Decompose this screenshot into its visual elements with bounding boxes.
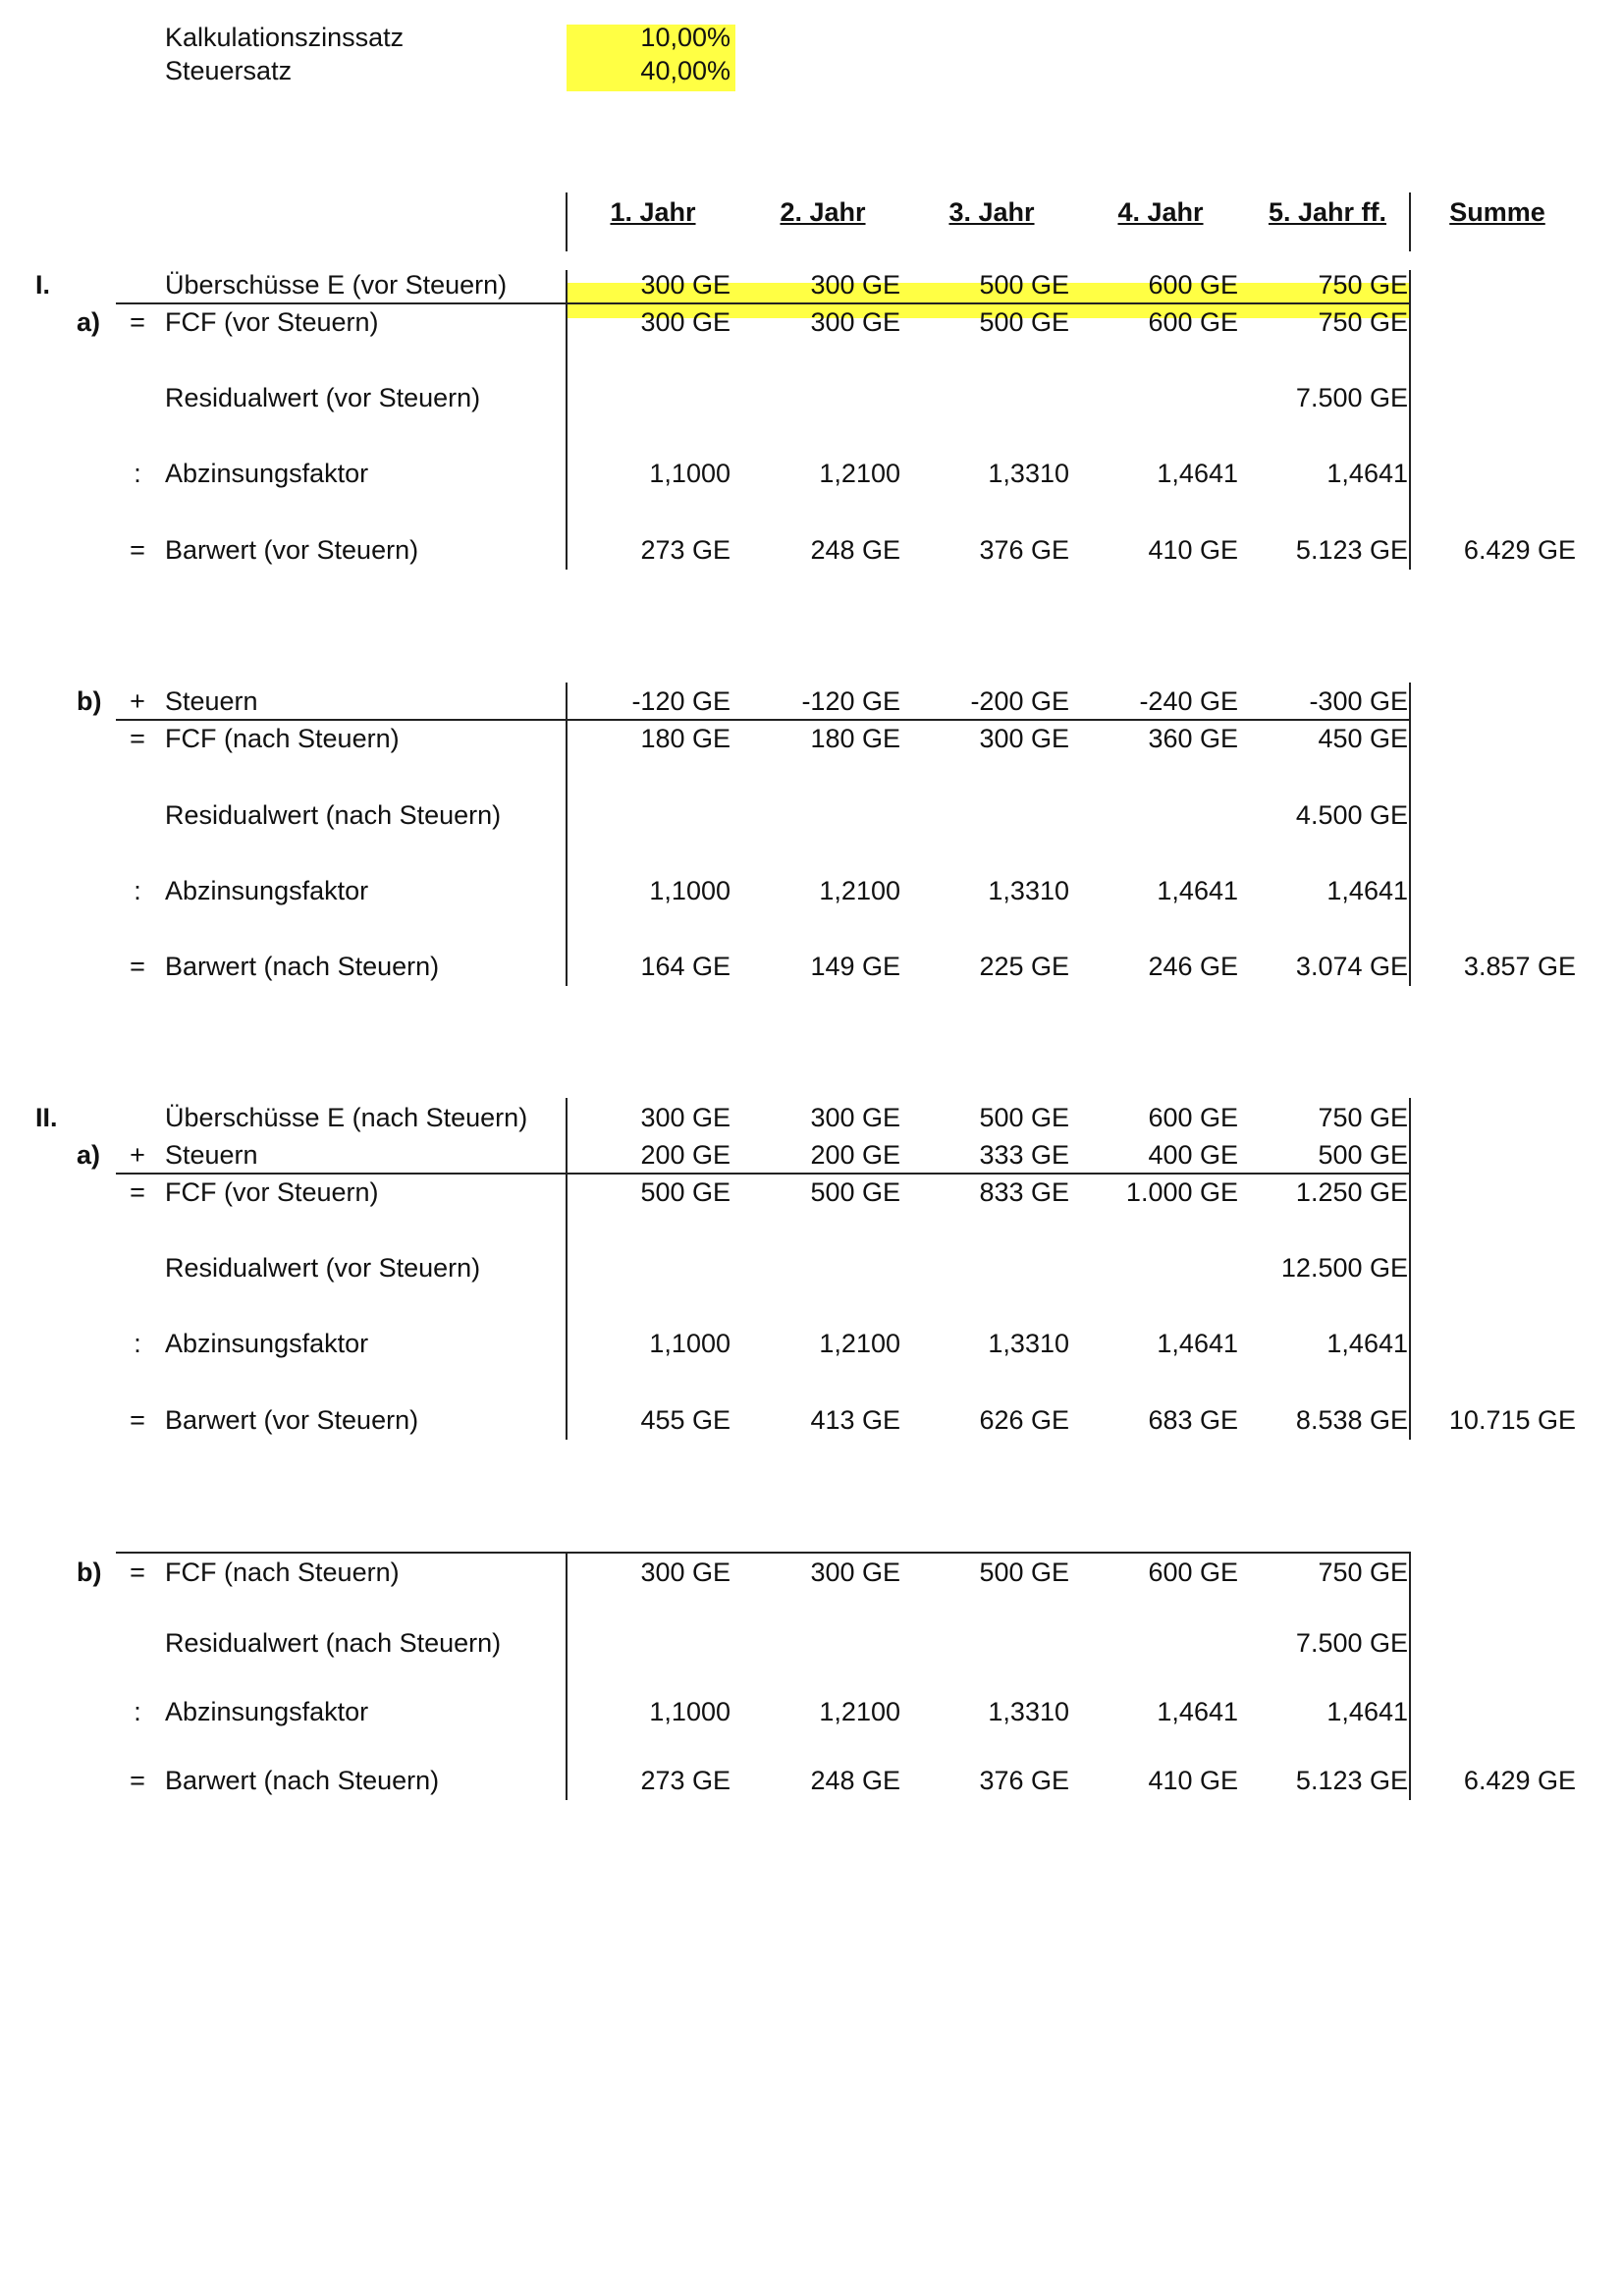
row-operator: + xyxy=(130,686,145,716)
row-operator: : xyxy=(134,1329,141,1358)
row-operator: = xyxy=(130,307,145,337)
row-label: Residualwert (nach Steuern) xyxy=(165,800,502,830)
row-operator: = xyxy=(130,952,145,981)
row-value: 5.123 GE xyxy=(1295,1766,1408,1795)
row-separator xyxy=(116,302,1411,304)
row-value: -300 GE xyxy=(1309,686,1408,716)
section-rule-left xyxy=(566,1098,568,1440)
row-value: 410 GE xyxy=(1148,1766,1238,1795)
row-operator: : xyxy=(134,459,141,488)
row-value: 300 GE xyxy=(810,1103,900,1132)
row-label: FCF (nach Steuern) xyxy=(165,724,400,753)
param-value: 10,00% xyxy=(640,23,730,52)
row-value: 376 GE xyxy=(979,535,1069,565)
row-value: -120 GE xyxy=(801,686,900,716)
row-value: 273 GE xyxy=(640,1766,730,1795)
row-subsection: b) xyxy=(77,1558,102,1587)
row-value: 200 GE xyxy=(810,1140,900,1170)
row-value: 300 GE xyxy=(810,1558,900,1587)
row-value: 376 GE xyxy=(979,1766,1069,1795)
row-value: 5.123 GE xyxy=(1295,535,1408,565)
row-value: -200 GE xyxy=(970,686,1069,716)
row-separator xyxy=(116,719,1411,721)
row-value: 180 GE xyxy=(640,724,730,753)
row-value: 300 GE xyxy=(810,307,900,337)
row-label: Residualwert (nach Steuern) xyxy=(165,1628,502,1658)
param-value: 40,00% xyxy=(640,56,730,85)
year-header: 3. Jahr xyxy=(948,197,1035,227)
row-value: 500 GE xyxy=(640,1177,730,1207)
row-label: Barwert (vor Steuern) xyxy=(165,535,419,565)
row-separator xyxy=(116,1173,1411,1175)
year-header: 2. Jahr xyxy=(780,197,866,227)
header-rule-right xyxy=(1409,192,1411,251)
row-value: 500 GE xyxy=(1318,1140,1408,1170)
section-rule-right xyxy=(1409,1552,1411,1800)
row-value: 500 GE xyxy=(979,270,1069,300)
section-rule-left xyxy=(566,683,568,986)
row-value: 833 GE xyxy=(979,1177,1069,1207)
row-value: 164 GE xyxy=(640,952,730,981)
row-value: 1,1000 xyxy=(649,1329,730,1358)
section-rule-right xyxy=(1409,1098,1411,1440)
row-value: 246 GE xyxy=(1148,952,1238,981)
row-value: 360 GE xyxy=(1148,724,1238,753)
row-value: 400 GE xyxy=(1148,1140,1238,1170)
row-value: 1,4641 xyxy=(1157,1329,1238,1358)
row-value: 273 GE xyxy=(640,535,730,565)
row-value: 248 GE xyxy=(810,535,900,565)
row-value: 750 GE xyxy=(1318,270,1408,300)
row-label: FCF (nach Steuern) xyxy=(165,1558,400,1587)
row-value: 1,4641 xyxy=(1157,876,1238,905)
row-value: 1.250 GE xyxy=(1295,1177,1408,1207)
row-value: 1,1000 xyxy=(649,876,730,905)
row-sum: 6.429 GE xyxy=(1463,1766,1576,1795)
section-rule-right xyxy=(1409,683,1411,986)
row-value: 500 GE xyxy=(810,1177,900,1207)
row-label: Abzinsungsfaktor xyxy=(165,459,369,488)
row-value: 1,1000 xyxy=(649,459,730,488)
row-value: 1,2100 xyxy=(819,459,900,488)
row-value: 200 GE xyxy=(640,1140,730,1170)
row-value: 300 GE xyxy=(640,1103,730,1132)
row-label: Abzinsungsfaktor xyxy=(165,1697,369,1726)
row-label: Barwert (nach Steuern) xyxy=(165,952,440,981)
row-value: 300 GE xyxy=(640,270,730,300)
header-rule-left xyxy=(566,192,568,251)
row-value: 600 GE xyxy=(1148,307,1238,337)
row-separator xyxy=(116,1552,1411,1554)
row-value: 600 GE xyxy=(1148,1103,1238,1132)
row-label: Steuern xyxy=(165,1140,258,1170)
year-header: 5. Jahr ff. xyxy=(1268,197,1387,227)
section-rule-right xyxy=(1409,270,1411,570)
row-label: Abzinsungsfaktor xyxy=(165,1329,369,1358)
row-operator: + xyxy=(130,1140,145,1170)
row-value: 1,3310 xyxy=(988,876,1069,905)
row-value: 3.074 GE xyxy=(1295,952,1408,981)
row-subsection: a) xyxy=(77,307,101,337)
row-label: Barwert (nach Steuern) xyxy=(165,1766,440,1795)
row-value: 626 GE xyxy=(979,1405,1069,1435)
row-value: 225 GE xyxy=(979,952,1069,981)
row-value: 600 GE xyxy=(1148,270,1238,300)
row-value: 7.500 GE xyxy=(1295,383,1408,412)
row-value: 750 GE xyxy=(1318,1558,1408,1587)
sum-header: Summe xyxy=(1449,197,1545,227)
row-value: 1,2100 xyxy=(819,1329,900,1358)
row-value: 450 GE xyxy=(1318,724,1408,753)
row-operator: = xyxy=(130,1766,145,1795)
row-sum: 10.715 GE xyxy=(1448,1405,1576,1435)
row-value: 1,1000 xyxy=(649,1697,730,1726)
row-label: Residualwert (vor Steuern) xyxy=(165,383,481,412)
row-value: 180 GE xyxy=(810,724,900,753)
row-value: 1,2100 xyxy=(819,876,900,905)
row-value: 500 GE xyxy=(979,1103,1069,1132)
row-value: 750 GE xyxy=(1318,307,1408,337)
row-value: -120 GE xyxy=(631,686,730,716)
row-value: 333 GE xyxy=(979,1140,1069,1170)
row-subsection: b) xyxy=(77,686,102,716)
row-value: 1,3310 xyxy=(988,1329,1069,1358)
row-label: FCF (vor Steuern) xyxy=(165,307,379,337)
section-roman: II. xyxy=(35,1103,58,1132)
row-value: 1,4641 xyxy=(1326,1329,1408,1358)
row-label: Abzinsungsfaktor xyxy=(165,876,369,905)
section-rule-left xyxy=(566,1552,568,1800)
row-operator: : xyxy=(134,1697,141,1726)
row-value: 1,3310 xyxy=(988,459,1069,488)
row-value: 8.538 GE xyxy=(1295,1405,1408,1435)
row-operator: = xyxy=(130,1558,145,1587)
section-rule-left xyxy=(566,270,568,570)
row-value: 1,3310 xyxy=(988,1697,1069,1726)
row-value: 1,4641 xyxy=(1326,459,1408,488)
row-label: Residualwert (vor Steuern) xyxy=(165,1253,481,1283)
row-value: 500 GE xyxy=(979,1558,1069,1587)
row-label: Überschüsse E (vor Steuern) xyxy=(165,270,508,300)
row-operator: = xyxy=(130,535,145,565)
row-sum: 3.857 GE xyxy=(1463,952,1576,981)
row-value: -240 GE xyxy=(1139,686,1238,716)
row-value: 7.500 GE xyxy=(1295,1628,1408,1658)
row-value: 1,4641 xyxy=(1326,876,1408,905)
row-value: 300 GE xyxy=(640,307,730,337)
row-value: 1,4641 xyxy=(1157,459,1238,488)
year-header: 1. Jahr xyxy=(610,197,696,227)
row-operator: = xyxy=(130,724,145,753)
row-label: Barwert (vor Steuern) xyxy=(165,1405,419,1435)
row-operator: : xyxy=(134,876,141,905)
row-value: 4.500 GE xyxy=(1295,800,1408,830)
row-label: FCF (vor Steuern) xyxy=(165,1177,379,1207)
year-header: 4. Jahr xyxy=(1117,197,1204,227)
row-value: 1.000 GE xyxy=(1125,1177,1238,1207)
row-value: 300 GE xyxy=(979,724,1069,753)
row-value: 455 GE xyxy=(640,1405,730,1435)
row-value: 500 GE xyxy=(979,307,1069,337)
row-value: 683 GE xyxy=(1148,1405,1238,1435)
row-label: Überschüsse E (nach Steuern) xyxy=(165,1103,528,1132)
row-value: 1,4641 xyxy=(1326,1697,1408,1726)
row-value: 750 GE xyxy=(1318,1103,1408,1132)
row-subsection: a) xyxy=(77,1140,101,1170)
param-label: Kalkulationszinssatz xyxy=(165,23,405,52)
row-operator: = xyxy=(130,1177,145,1207)
row-value: 1,2100 xyxy=(819,1697,900,1726)
row-value: 1,4641 xyxy=(1157,1697,1238,1726)
row-value: 12.500 GE xyxy=(1280,1253,1408,1283)
row-value: 248 GE xyxy=(810,1766,900,1795)
param-label: Steuersatz xyxy=(165,56,293,85)
row-value: 600 GE xyxy=(1148,1558,1238,1587)
row-label: Steuern xyxy=(165,686,258,716)
row-operator: = xyxy=(130,1405,145,1435)
row-value: 413 GE xyxy=(810,1405,900,1435)
row-value: 149 GE xyxy=(810,952,900,981)
row-value: 300 GE xyxy=(810,270,900,300)
section-roman: I. xyxy=(35,270,51,300)
row-value: 300 GE xyxy=(640,1558,730,1587)
row-value: 410 GE xyxy=(1148,535,1238,565)
row-sum: 6.429 GE xyxy=(1463,535,1576,565)
